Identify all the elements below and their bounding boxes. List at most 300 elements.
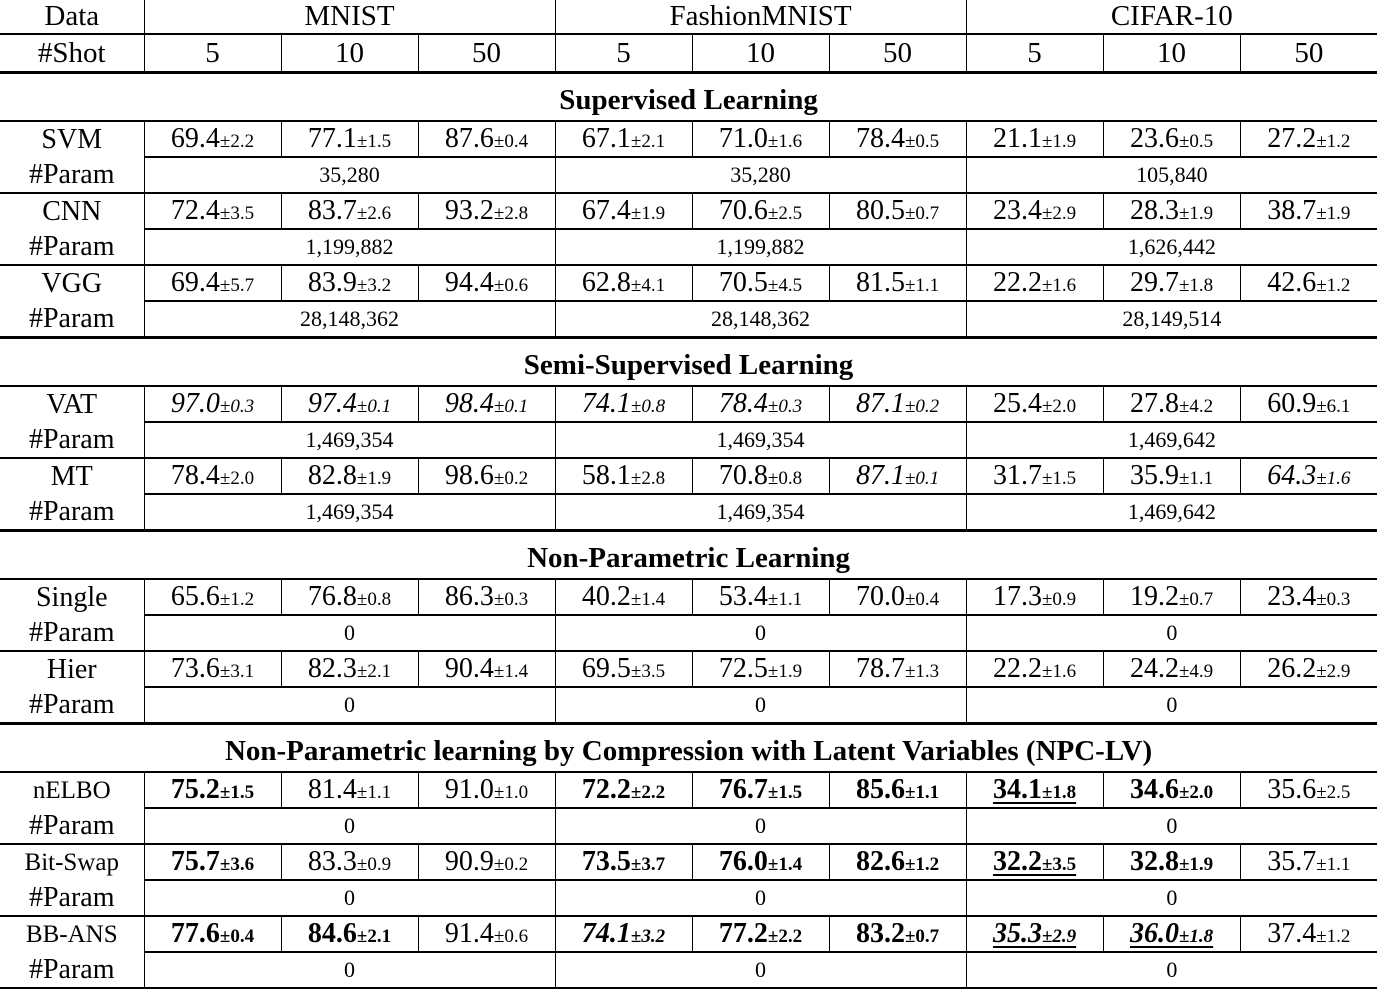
accuracy-mean: 62.8 xyxy=(581,267,631,298)
param-label: #Param xyxy=(28,302,115,334)
accuracy-std: ±1.5 xyxy=(219,782,255,803)
accuracy-value-group xyxy=(719,460,802,491)
accuracy-cell xyxy=(692,651,829,687)
accuracy-mean: 65.6 xyxy=(170,581,220,612)
method-name: BB-ANS xyxy=(0,916,144,952)
accuracy-std: ±3.2 xyxy=(630,926,666,947)
accuracy-value-group xyxy=(171,195,254,226)
accuracy-value-group xyxy=(582,846,665,877)
accuracy-std: ±3.5 xyxy=(630,661,666,682)
accuracy-mean: 72.4 xyxy=(170,195,220,226)
accuracy-mean: 69.4 xyxy=(170,267,220,298)
accuracy-std: ±1.1 xyxy=(904,275,940,296)
accuracy-cell xyxy=(1103,265,1240,301)
accuracy-cell xyxy=(966,265,1103,301)
accuracy-std: ±0.4 xyxy=(493,131,529,152)
accuracy-mean: 93.2 xyxy=(444,195,494,226)
accuracy-cell xyxy=(692,916,829,952)
accuracy-cell xyxy=(1103,844,1240,880)
method-accuracy-row xyxy=(0,193,1377,229)
accuracy-mean: 21.1 xyxy=(992,123,1042,154)
accuracy-cell xyxy=(144,386,281,422)
accuracy-mean: 36.0 xyxy=(1129,918,1179,949)
param-count: 28,148,362 xyxy=(555,301,966,338)
accuracy-std: ±0.6 xyxy=(493,275,529,296)
dataset-header-row xyxy=(0,0,1377,34)
param-label: #Param xyxy=(28,881,115,913)
param-count: 1,199,882 xyxy=(144,229,555,265)
accuracy-cell xyxy=(1240,579,1377,615)
param-count: 0 xyxy=(966,615,1377,651)
param-label: #Param xyxy=(28,616,115,648)
accuracy-value-group xyxy=(719,388,802,419)
method-name: nELBO xyxy=(0,772,144,808)
accuracy-value-group xyxy=(1130,846,1213,877)
accuracy-value-group xyxy=(993,123,1076,154)
accuracy-std: ±2.0 xyxy=(1178,782,1214,803)
accuracy-std: ±1.1 xyxy=(904,782,940,803)
accuracy-std: ±6.1 xyxy=(1316,396,1351,417)
accuracy-mean: 77.6 xyxy=(170,918,220,949)
section-title-row xyxy=(0,338,1377,387)
accuracy-cell xyxy=(1103,121,1240,157)
accuracy-cell xyxy=(692,265,829,301)
accuracy-cell xyxy=(829,651,966,687)
accuracy-value-group xyxy=(1267,123,1350,154)
accuracy-value-group xyxy=(308,581,391,612)
accuracy-cell xyxy=(281,772,418,808)
accuracy-cell xyxy=(555,579,692,615)
param-count: 1,469,642 xyxy=(966,422,1377,458)
accuracy-std: ±4.1 xyxy=(630,275,666,296)
accuracy-cell xyxy=(281,121,418,157)
accuracy-cell xyxy=(418,772,555,808)
accuracy-cell xyxy=(1103,772,1240,808)
accuracy-value-group xyxy=(308,388,391,419)
accuracy-mean: 27.2 xyxy=(1267,123,1317,154)
accuracy-std: ±3.2 xyxy=(356,275,392,296)
accuracy-value-group xyxy=(993,918,1076,949)
accuracy-cell xyxy=(1240,193,1377,229)
accuracy-cell xyxy=(1240,844,1377,880)
accuracy-cell xyxy=(144,772,281,808)
accuracy-value-group xyxy=(582,195,665,226)
accuracy-mean: 74.1 xyxy=(581,388,631,419)
accuracy-std: ±0.1 xyxy=(493,396,529,417)
accuracy-value-group xyxy=(445,846,528,877)
accuracy-cell xyxy=(692,386,829,422)
accuracy-value-group xyxy=(582,123,665,154)
accuracy-cell xyxy=(1240,265,1377,301)
param-label: #Param xyxy=(0,952,144,988)
accuracy-value-group xyxy=(445,123,528,154)
accuracy-cell xyxy=(829,844,966,880)
accuracy-cell xyxy=(418,121,555,157)
accuracy-cell xyxy=(692,121,829,157)
accuracy-cell xyxy=(555,844,692,880)
accuracy-value-group xyxy=(1267,581,1350,612)
accuracy-mean: 35.6 xyxy=(1267,774,1317,805)
accuracy-mean: 76.7 xyxy=(718,774,768,805)
param-count: 0 xyxy=(555,952,966,988)
accuracy-cell xyxy=(418,265,555,301)
accuracy-std: ±2.1 xyxy=(630,131,666,152)
accuracy-mean: 77.1 xyxy=(307,123,357,154)
accuracy-std: ±0.3 xyxy=(1316,589,1351,610)
accuracy-mean: 38.7 xyxy=(1267,195,1317,226)
accuracy-std: ±0.4 xyxy=(219,926,255,947)
param-label: #Param xyxy=(28,158,115,190)
accuracy-mean: 81.5 xyxy=(855,267,905,298)
accuracy-std: ±2.1 xyxy=(356,661,392,682)
param-label: #Param xyxy=(28,688,115,720)
accuracy-cell xyxy=(966,386,1103,422)
accuracy-mean: 82.8 xyxy=(307,460,357,491)
accuracy-std: ±2.0 xyxy=(1041,396,1077,417)
accuracy-cell xyxy=(144,916,281,952)
accuracy-value-group xyxy=(171,267,254,298)
accuracy-mean: 72.2 xyxy=(581,774,631,805)
accuracy-std: ±0.5 xyxy=(1178,131,1214,152)
accuracy-std: ±1.5 xyxy=(356,131,392,152)
accuracy-std: ±1.1 xyxy=(356,782,392,803)
accuracy-cell xyxy=(966,916,1103,952)
accuracy-mean: 24.2 xyxy=(1129,653,1179,684)
accuracy-value-group xyxy=(1267,195,1350,226)
accuracy-cell xyxy=(281,265,418,301)
shot-header: 10 xyxy=(281,34,418,73)
param-count: 0 xyxy=(555,808,966,844)
accuracy-std: ±0.2 xyxy=(493,854,529,875)
accuracy-value-group xyxy=(1130,267,1213,298)
param-count: 28,148,362 xyxy=(144,301,555,338)
accuracy-std: ±1.2 xyxy=(1316,926,1351,947)
accuracy-std: ±1.0 xyxy=(493,782,529,803)
method-param-row xyxy=(0,229,1377,265)
accuracy-mean: 91.0 xyxy=(444,774,494,805)
accuracy-value-group xyxy=(171,388,254,419)
accuracy-cell xyxy=(1240,772,1377,808)
accuracy-std: ±2.0 xyxy=(219,468,255,489)
accuracy-value-group xyxy=(582,918,665,949)
accuracy-cell xyxy=(1103,193,1240,229)
accuracy-cell xyxy=(829,193,966,229)
accuracy-mean: 82.6 xyxy=(855,846,905,877)
param-count: 0 xyxy=(144,615,555,651)
accuracy-mean: 34.6 xyxy=(1129,774,1179,805)
accuracy-std: ±0.2 xyxy=(904,396,940,417)
accuracy-value-group xyxy=(856,653,939,684)
param-count: 35,280 xyxy=(555,157,966,193)
accuracy-std: ±1.5 xyxy=(1041,468,1077,489)
accuracy-mean: 73.6 xyxy=(170,653,220,684)
accuracy-cell xyxy=(144,458,281,494)
accuracy-value-group xyxy=(993,267,1076,298)
param-count: 0 xyxy=(555,687,966,724)
accuracy-mean: 86.3 xyxy=(444,581,494,612)
accuracy-value-group xyxy=(993,653,1076,684)
param-label: #Param xyxy=(28,230,115,262)
accuracy-mean: 76.8 xyxy=(307,581,357,612)
accuracy-value-group xyxy=(445,653,528,684)
accuracy-value-group xyxy=(171,774,254,805)
param-label: #Param xyxy=(28,809,115,841)
accuracy-mean: 42.6 xyxy=(1267,267,1317,298)
accuracy-std: ±1.9 xyxy=(1316,203,1351,224)
accuracy-std: ±1.2 xyxy=(219,589,255,610)
accuracy-cell xyxy=(829,386,966,422)
accuracy-std: ±2.2 xyxy=(630,782,666,803)
accuracy-value-group xyxy=(1267,653,1350,684)
accuracy-value-group xyxy=(719,195,802,226)
accuracy-std: ±1.9 xyxy=(1041,131,1077,152)
accuracy-cell xyxy=(692,458,829,494)
accuracy-value-group xyxy=(171,653,254,684)
accuracy-cell xyxy=(966,844,1103,880)
accuracy-value-group xyxy=(445,388,528,419)
accuracy-value-group xyxy=(1130,653,1213,684)
accuracy-mean: 97.4 xyxy=(307,388,357,419)
accuracy-value-group xyxy=(719,653,802,684)
accuracy-std: ±0.8 xyxy=(630,396,666,417)
accuracy-std: ±1.6 xyxy=(1041,661,1077,682)
accuracy-mean: 78.4 xyxy=(718,388,768,419)
dataset-fashionmnist: FashionMNIST xyxy=(555,0,966,34)
param-count: 0 xyxy=(144,808,555,844)
accuracy-std: ±3.6 xyxy=(219,854,255,875)
accuracy-std: ±1.9 xyxy=(1178,203,1214,224)
accuracy-std: ±2.9 xyxy=(1041,926,1077,947)
accuracy-value-group xyxy=(445,195,528,226)
param-count: 1,469,354 xyxy=(555,422,966,458)
accuracy-value-group xyxy=(308,918,391,949)
accuracy-std: ±1.4 xyxy=(767,854,803,875)
accuracy-value-group xyxy=(719,581,802,612)
accuracy-value-group xyxy=(308,460,391,491)
accuracy-cell xyxy=(829,579,966,615)
method-accuracy-row xyxy=(0,458,1377,494)
accuracy-value-group xyxy=(993,460,1076,491)
accuracy-mean: 83.9 xyxy=(307,267,357,298)
accuracy-mean: 23.4 xyxy=(1267,581,1317,612)
accuracy-mean: 78.4 xyxy=(855,123,905,154)
accuracy-cell xyxy=(1240,386,1377,422)
accuracy-std: ±0.7 xyxy=(1178,589,1214,610)
accuracy-std: ±1.5 xyxy=(767,782,803,803)
accuracy-std: ±1.9 xyxy=(767,661,803,682)
accuracy-value-group xyxy=(171,846,254,877)
accuracy-cell xyxy=(144,265,281,301)
accuracy-value-group xyxy=(856,460,939,491)
accuracy-cell xyxy=(829,265,966,301)
accuracy-value-group xyxy=(993,195,1076,226)
accuracy-mean: 70.8 xyxy=(718,460,768,491)
accuracy-cell xyxy=(1240,651,1377,687)
method-accuracy-row xyxy=(0,579,1377,615)
accuracy-std: ±0.2 xyxy=(493,468,529,489)
accuracy-std: ±0.1 xyxy=(356,396,392,417)
accuracy-mean: 53.4 xyxy=(718,581,768,612)
param-count: 1,469,354 xyxy=(144,494,555,531)
accuracy-mean: 35.7 xyxy=(1267,846,1317,877)
accuracy-cell xyxy=(1240,121,1377,157)
method-param-row xyxy=(0,301,1377,338)
param-label: #Param xyxy=(28,495,115,527)
accuracy-std: ±0.4 xyxy=(904,589,940,610)
accuracy-cell xyxy=(418,193,555,229)
accuracy-std: ±1.2 xyxy=(904,854,940,875)
param-count: 0 xyxy=(144,687,555,724)
accuracy-cell xyxy=(966,458,1103,494)
accuracy-cell xyxy=(966,579,1103,615)
method-param-row xyxy=(0,808,1377,844)
accuracy-value-group xyxy=(856,774,939,805)
accuracy-value-group xyxy=(171,123,254,154)
accuracy-value-group xyxy=(1130,388,1213,419)
method-accuracy-row xyxy=(0,651,1377,687)
accuracy-value-group xyxy=(445,918,528,949)
param-count: 0 xyxy=(555,615,966,651)
accuracy-mean: 25.4 xyxy=(992,388,1042,419)
method-name: VGG xyxy=(0,265,144,301)
method-accuracy-row xyxy=(0,916,1377,952)
param-count: 0 xyxy=(966,808,1377,844)
accuracy-std: ±0.8 xyxy=(356,589,392,610)
accuracy-mean: 83.2 xyxy=(855,918,905,949)
accuracy-value-group xyxy=(1267,460,1350,491)
accuracy-value-group xyxy=(582,460,665,491)
accuracy-mean: 75.2 xyxy=(170,774,220,805)
accuracy-value-group xyxy=(308,267,391,298)
accuracy-cell xyxy=(144,579,281,615)
accuracy-value-group xyxy=(308,123,391,154)
method-accuracy-row xyxy=(0,121,1377,157)
accuracy-std: ±2.1 xyxy=(356,926,392,947)
accuracy-mean: 23.4 xyxy=(992,195,1042,226)
accuracy-value-group xyxy=(308,195,391,226)
accuracy-mean: 26.2 xyxy=(1267,653,1317,684)
accuracy-std: ±0.8 xyxy=(767,468,803,489)
accuracy-mean: 85.6 xyxy=(855,774,905,805)
accuracy-cell xyxy=(555,772,692,808)
accuracy-std: ±0.3 xyxy=(493,589,529,610)
accuracy-std: ±2.9 xyxy=(1041,203,1077,224)
accuracy-value-group xyxy=(856,195,939,226)
accuracy-mean: 22.2 xyxy=(992,653,1042,684)
accuracy-mean: 87.1 xyxy=(855,460,905,491)
accuracy-mean: 60.9 xyxy=(1267,388,1317,419)
accuracy-mean: 90.9 xyxy=(444,846,494,877)
accuracy-mean: 97.0 xyxy=(170,388,220,419)
accuracy-mean: 94.4 xyxy=(444,267,494,298)
accuracy-cell xyxy=(1103,651,1240,687)
accuracy-cell xyxy=(829,121,966,157)
accuracy-mean: 82.3 xyxy=(307,653,357,684)
section-title: Semi-Supervised Learning xyxy=(0,338,1377,387)
accuracy-value-group xyxy=(993,774,1076,805)
accuracy-mean: 58.1 xyxy=(581,460,631,491)
shot-header: 10 xyxy=(692,34,829,73)
param-count: 1,469,642 xyxy=(966,494,1377,531)
accuracy-cell xyxy=(281,193,418,229)
accuracy-mean: 73.5 xyxy=(581,846,631,877)
param-count: 0 xyxy=(144,952,555,988)
shot-header: 50 xyxy=(829,34,966,73)
accuracy-value-group xyxy=(856,267,939,298)
section-title-row xyxy=(0,531,1377,580)
accuracy-value-group xyxy=(1130,460,1213,491)
accuracy-std: ±1.8 xyxy=(1178,275,1214,296)
method-param-row xyxy=(0,615,1377,651)
accuracy-value-group xyxy=(582,581,665,612)
accuracy-mean: 91.4 xyxy=(444,918,494,949)
accuracy-mean: 32.8 xyxy=(1129,846,1179,877)
accuracy-std: ±4.9 xyxy=(1178,661,1214,682)
accuracy-mean: 77.2 xyxy=(718,918,768,949)
shot-header: 5 xyxy=(555,34,692,73)
accuracy-cell xyxy=(144,193,281,229)
accuracy-cell xyxy=(144,844,281,880)
accuracy-mean: 27.8 xyxy=(1129,388,1179,419)
accuracy-cell xyxy=(281,651,418,687)
accuracy-value-group xyxy=(1267,774,1350,805)
method-param-row xyxy=(0,494,1377,531)
accuracy-value-group xyxy=(1130,123,1213,154)
accuracy-cell xyxy=(1240,458,1377,494)
accuracy-mean: 35.3 xyxy=(992,918,1042,949)
accuracy-std: ±1.4 xyxy=(630,589,666,610)
accuracy-std: ±1.1 xyxy=(767,589,803,610)
accuracy-cell xyxy=(692,844,829,880)
accuracy-mean: 80.5 xyxy=(855,195,905,226)
section-title: Supervised Learning xyxy=(0,73,1377,122)
accuracy-std: ±1.9 xyxy=(1178,854,1214,875)
accuracy-value-group xyxy=(171,460,254,491)
accuracy-std: ±0.9 xyxy=(356,854,392,875)
accuracy-mean: 23.6 xyxy=(1129,123,1179,154)
accuracy-cell xyxy=(829,772,966,808)
accuracy-mean: 78.7 xyxy=(855,653,905,684)
accuracy-std: ±1.6 xyxy=(767,131,803,152)
accuracy-std: ±0.7 xyxy=(904,926,940,947)
accuracy-mean: 19.2 xyxy=(1129,581,1179,612)
param-count: 35,280 xyxy=(144,157,555,193)
accuracy-value-group xyxy=(308,774,391,805)
accuracy-std: ±1.8 xyxy=(1178,926,1214,947)
accuracy-std: ±0.5 xyxy=(904,131,940,152)
section-title-row xyxy=(0,73,1377,122)
accuracy-std: ±3.5 xyxy=(1041,854,1077,875)
accuracy-value-group xyxy=(719,774,802,805)
accuracy-mean: 70.6 xyxy=(718,195,768,226)
accuracy-mean: 69.5 xyxy=(581,653,631,684)
shot-header-row xyxy=(0,34,1377,73)
accuracy-mean: 71.0 xyxy=(718,123,768,154)
accuracy-std: ±2.9 xyxy=(1316,661,1351,682)
accuracy-std: ±4.2 xyxy=(1178,396,1214,417)
method-name: Hier xyxy=(0,651,144,687)
method-name: VAT xyxy=(0,386,144,422)
accuracy-cell xyxy=(555,265,692,301)
accuracy-mean: 98.4 xyxy=(444,388,494,419)
accuracy-std: ±2.6 xyxy=(356,203,392,224)
accuracy-mean: 40.2 xyxy=(581,581,631,612)
param-count: 0 xyxy=(966,880,1377,916)
method-name: CNN xyxy=(0,193,144,229)
accuracy-cell xyxy=(281,386,418,422)
accuracy-value-group xyxy=(1130,918,1213,949)
param-count: 105,840 xyxy=(966,157,1377,193)
